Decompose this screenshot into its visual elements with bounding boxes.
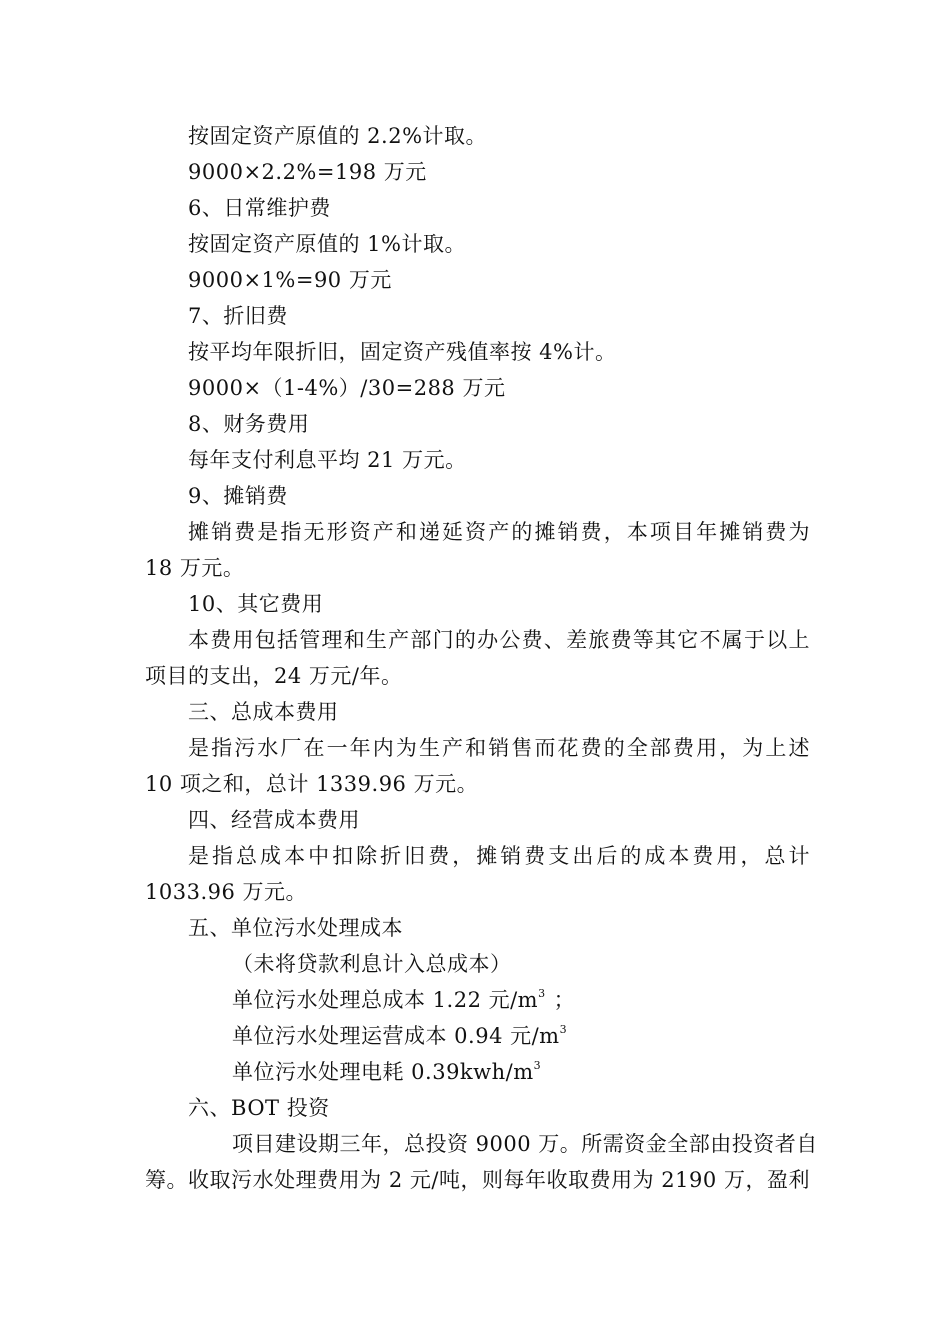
text-line: 9000×1%=90 万元 — [188, 268, 392, 292]
text-line: 筹。收取污水处理费用为 2 元/吨，则每年收取费用为 2190 万，盈利 — [145, 1168, 810, 1192]
text-line-body: 单位污水处理总成本 1.22 元/m — [232, 988, 539, 1012]
text-line: 18 万元。 — [145, 556, 245, 580]
section-heading: 三、总成本费用 — [188, 700, 339, 724]
section-heading: 五、单位污水处理成本 — [188, 916, 403, 940]
text-line: 1033.96 万元。 — [145, 880, 308, 904]
section-heading: 7、折旧费 — [188, 304, 288, 328]
text-line: 10 项之和，总计 1339.96 万元。 — [145, 772, 479, 796]
text-line: 摊销费是指无形资产和递延资产的摊销费，本项目年摊销费为 — [188, 520, 810, 544]
text-line — [232, 982, 810, 1018]
text-line — [232, 1018, 810, 1054]
text-line: （未将贷款利息计入总成本） — [232, 952, 512, 976]
superscript: 3 — [538, 987, 546, 1000]
text-line-body: 单位污水处理电耗 0.39kwh/m — [232, 1060, 534, 1084]
section-heading: 四、经营成本费用 — [188, 808, 360, 832]
section-heading: 6、日常维护费 — [188, 196, 331, 220]
text-line: 项目建设期三年，总投资 9000 万。所需资金全部由投资者自 — [232, 1132, 818, 1156]
section-heading: 9、摊销费 — [188, 484, 288, 508]
section-heading: 10、其它费用 — [188, 592, 324, 616]
text-line: 是指污水厂在一年内为生产和销售而花费的全部费用，为上述 — [188, 736, 810, 760]
text-line: 9000×（1-4%）/30=288 万元 — [188, 376, 506, 400]
text-line: 每年支付利息平均 21 万元。 — [188, 448, 467, 472]
text-line: 是指总成本中扣除折旧费，摊销费支出后的成本费用，总计 — [188, 844, 810, 868]
text-line: 本费用包括管理和生产部门的办公费、差旅费等其它不属于以上 — [188, 628, 810, 652]
text-line: 按固定资产原值的 2.2%计取。 — [188, 124, 488, 148]
superscript: 3 — [559, 1023, 568, 1036]
text-line: 按固定资产原值的 1%计取。 — [188, 232, 466, 256]
superscript: 3 — [533, 1059, 542, 1072]
text-line — [232, 1054, 810, 1090]
text-line: 按平均年限折旧，固定资产残值率按 4%计。 — [188, 340, 617, 364]
section-heading: 8、财务费用 — [188, 412, 310, 436]
punctuation: ； — [553, 988, 576, 1012]
section-heading: 六、BOT 投资 — [188, 1096, 330, 1120]
text-line: 项目的支出，24 万元/年。 — [145, 664, 403, 688]
text-line: 9000×2.2%=198 万元 — [188, 160, 427, 184]
text-line-body: 单位污水处理运营成本 0.94 元/m — [232, 1024, 560, 1048]
